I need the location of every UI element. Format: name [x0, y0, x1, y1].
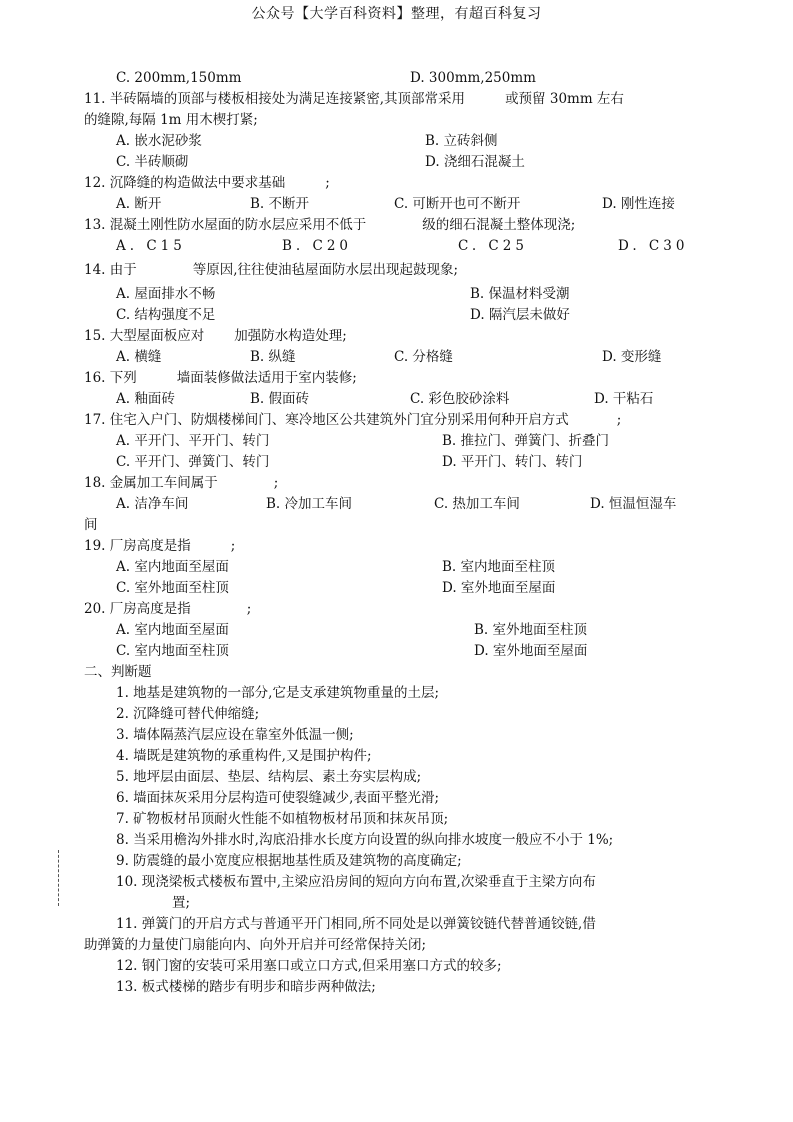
option: A. 洁净车间 [116, 496, 189, 512]
option: C. 结构强度不足 [116, 307, 216, 323]
option: D. C30 [618, 238, 689, 254]
option: D. 室外地面至屋面 [474, 643, 588, 659]
question-text: 19. 厂房高度是指 [84, 538, 191, 554]
question-options [84, 68, 704, 89]
question-text: ; [230, 538, 236, 554]
option: D. 隔汽层未做好 [470, 307, 570, 323]
margin-mark [58, 850, 60, 906]
question-text: ; [616, 412, 622, 428]
option: A. 平开门、平开门、转门 [116, 433, 270, 449]
judge-item: 1. 地基是建筑物的一部分,它是支承建筑物重量的土层; [116, 685, 440, 701]
question-12 [84, 173, 704, 194]
option: C. 彩色胶砂涂料 [410, 391, 510, 407]
question-text: ; [246, 601, 252, 617]
question-options [84, 557, 704, 578]
option: A. 断开 [116, 196, 162, 212]
question-text: 17. 住宅入户门、防烟楼梯间门、寒冷地区公共建筑外门宜分别采用何种开启方式 [84, 412, 569, 428]
option: B. 保温材料受潮 [470, 286, 570, 302]
page-header: 公众号【大学百科资料】整理，有超百科复习 [251, 6, 542, 22]
option: C. C25 [458, 238, 528, 254]
option: B. 室内地面至柱顶 [442, 559, 556, 575]
question-options [84, 305, 704, 326]
question-text: 15. 大型屋面板应对 [84, 328, 205, 344]
judge-item-cont: 置; [172, 895, 191, 911]
question-15 [84, 326, 704, 347]
option: B. C20 [282, 238, 353, 254]
question-text: 11. 半砖隔墙的顶部与楼板相接处为满足连接紧密,其顶部常采用 [84, 91, 466, 107]
question-text: 13. 混凝土刚性防水屋面的防水层应采用不低于 [84, 217, 367, 233]
judge-item-cont: 助弹簧的力量使门扇能向内、向外开启并可经常保持关闭; [84, 937, 427, 953]
question-options [84, 641, 704, 662]
question-16 [84, 368, 704, 389]
question-text: 墙面装修做法适用于室内装修; [176, 370, 357, 386]
option: A. 嵌水泥砂浆 [116, 133, 202, 149]
option: D. 平开门、转门、转门 [442, 454, 583, 470]
document-body [84, 68, 704, 998]
option: A. 釉面砖 [116, 391, 175, 407]
option: A. 屋面排水不畅 [116, 286, 216, 302]
option: D. 300mm,250mm [410, 70, 536, 86]
option: B. 推拉门、弹簧门、折叠门 [442, 433, 610, 449]
question-options [84, 389, 704, 410]
option: D. 恒温恒湿车 [590, 496, 677, 512]
question-text: 级的细石混凝土整体现浇; [422, 217, 576, 233]
question-options [84, 452, 704, 473]
question-20 [84, 599, 704, 620]
judge-item: 3. 墙体隔蒸汽层应设在靠室外低温一侧; [116, 727, 354, 743]
option: C. 半砖顺砌 [116, 154, 189, 170]
question-text: ; [273, 475, 279, 491]
question-options [84, 620, 704, 641]
question-options [84, 578, 704, 599]
judge-item: 2. 沉降缝可替代伸缩缝; [116, 706, 260, 722]
question-text: 12. 沉降缝的构造做法中要求基础 [84, 175, 286, 191]
question-options [84, 284, 704, 305]
judge-item: 4. 墙既是建筑物的承重构件,又是围护构件; [116, 748, 372, 764]
option: B. 纵缝 [250, 349, 296, 365]
option: A. 室内地面至屋面 [116, 622, 229, 638]
option: B. 冷加工车间 [266, 496, 353, 512]
option: C. 可断开也可不断开 [394, 196, 521, 212]
judge-item: 8. 当采用檐沟外排水时,沟底沿排水长度方向设置的纵向排水坡度一般应不小于 1%; [116, 832, 614, 848]
question-options [84, 152, 704, 173]
option: D. 干粘石 [594, 391, 654, 407]
question-18 [84, 473, 704, 494]
question-options [84, 347, 704, 368]
question-text: 等原因,往往使油毡屋面防水层出现起鼓现象; [192, 262, 459, 278]
option: A. C15 [116, 238, 186, 254]
option: C. 分格缝 [394, 349, 453, 365]
judge-item: 12. 钢门窗的安装可采用塞口或立口方式,但采用塞口方式的较多; [116, 958, 502, 974]
judge-item: 11. 弹簧门的开启方式与普通平开门相同,所不同处是以弹簧铰链代替普通铰链,借 [116, 916, 596, 932]
question-text: 18. 金属加工车间属于 [84, 475, 218, 491]
option: C. 平开门、弹簧门、转门 [116, 454, 270, 470]
question-14 [84, 257, 704, 284]
question-text-cont: 的缝隙,每隔 1m 用木楔打紧; [84, 112, 258, 128]
question-text: 16. 下列 [84, 370, 137, 386]
question-17 [84, 410, 704, 431]
question-text: 或预留 30mm 左右 [505, 91, 624, 107]
question-text: 20. 厂房高度是指 [84, 601, 191, 617]
option: A. 横缝 [116, 349, 162, 365]
question-options [84, 431, 704, 452]
question-options [84, 194, 704, 215]
option: C. 200mm,150mm [116, 70, 242, 86]
judge-item: 5. 地坪层由面层、垫层、结构层、素土夯实层构成; [116, 769, 422, 785]
question-options [84, 494, 704, 515]
question-text: 14. 由于 [84, 262, 137, 278]
option: C. 室内地面至柱顶 [116, 643, 229, 659]
judge-item: 7. 矿物板材吊顶耐火性能不如植物板材吊顶和抹灰吊顶; [116, 811, 449, 827]
section-title: 二、判断题 [84, 664, 152, 680]
option: B. 立砖斜侧 [425, 133, 498, 149]
question-options [84, 236, 704, 257]
option: A. 室内地面至屋面 [116, 559, 229, 575]
question-13 [84, 215, 704, 236]
judge-item: 10. 现浇梁板式楼板布置中,主梁应沿房间的短向方向布置,次梁垂直于主梁方向布 [116, 874, 596, 890]
option: D. 刚性连接 [602, 196, 675, 212]
question-19 [84, 536, 704, 557]
question-11 [84, 89, 704, 110]
judge-item: 13. 板式楼梯的踏步有明步和暗步两种做法; [116, 979, 376, 995]
question-text: 加强防水构造处理; [234, 328, 347, 344]
option: B. 室外地面至柱顶 [474, 622, 588, 638]
judge-item: 9. 防震缝的最小宽度应根据地基性质及建筑物的高度确定; [116, 853, 462, 869]
option: B. 不断开 [250, 196, 310, 212]
option: B. 假面砖 [250, 391, 310, 407]
option: C. 热加工车间 [434, 496, 520, 512]
option: D. 室外地面至屋面 [442, 580, 556, 596]
option: C. 室外地面至柱顶 [116, 580, 229, 596]
option: D. 浇细石混凝土 [425, 154, 525, 170]
judge-item: 6. 墙面抹灰采用分层构造可使裂缝减少,表面平整光滑; [116, 790, 440, 806]
option: D. 变形缝 [602, 349, 662, 365]
question-text: ; [325, 175, 330, 191]
option-wrap: 间 [84, 517, 98, 533]
question-options [84, 131, 704, 152]
